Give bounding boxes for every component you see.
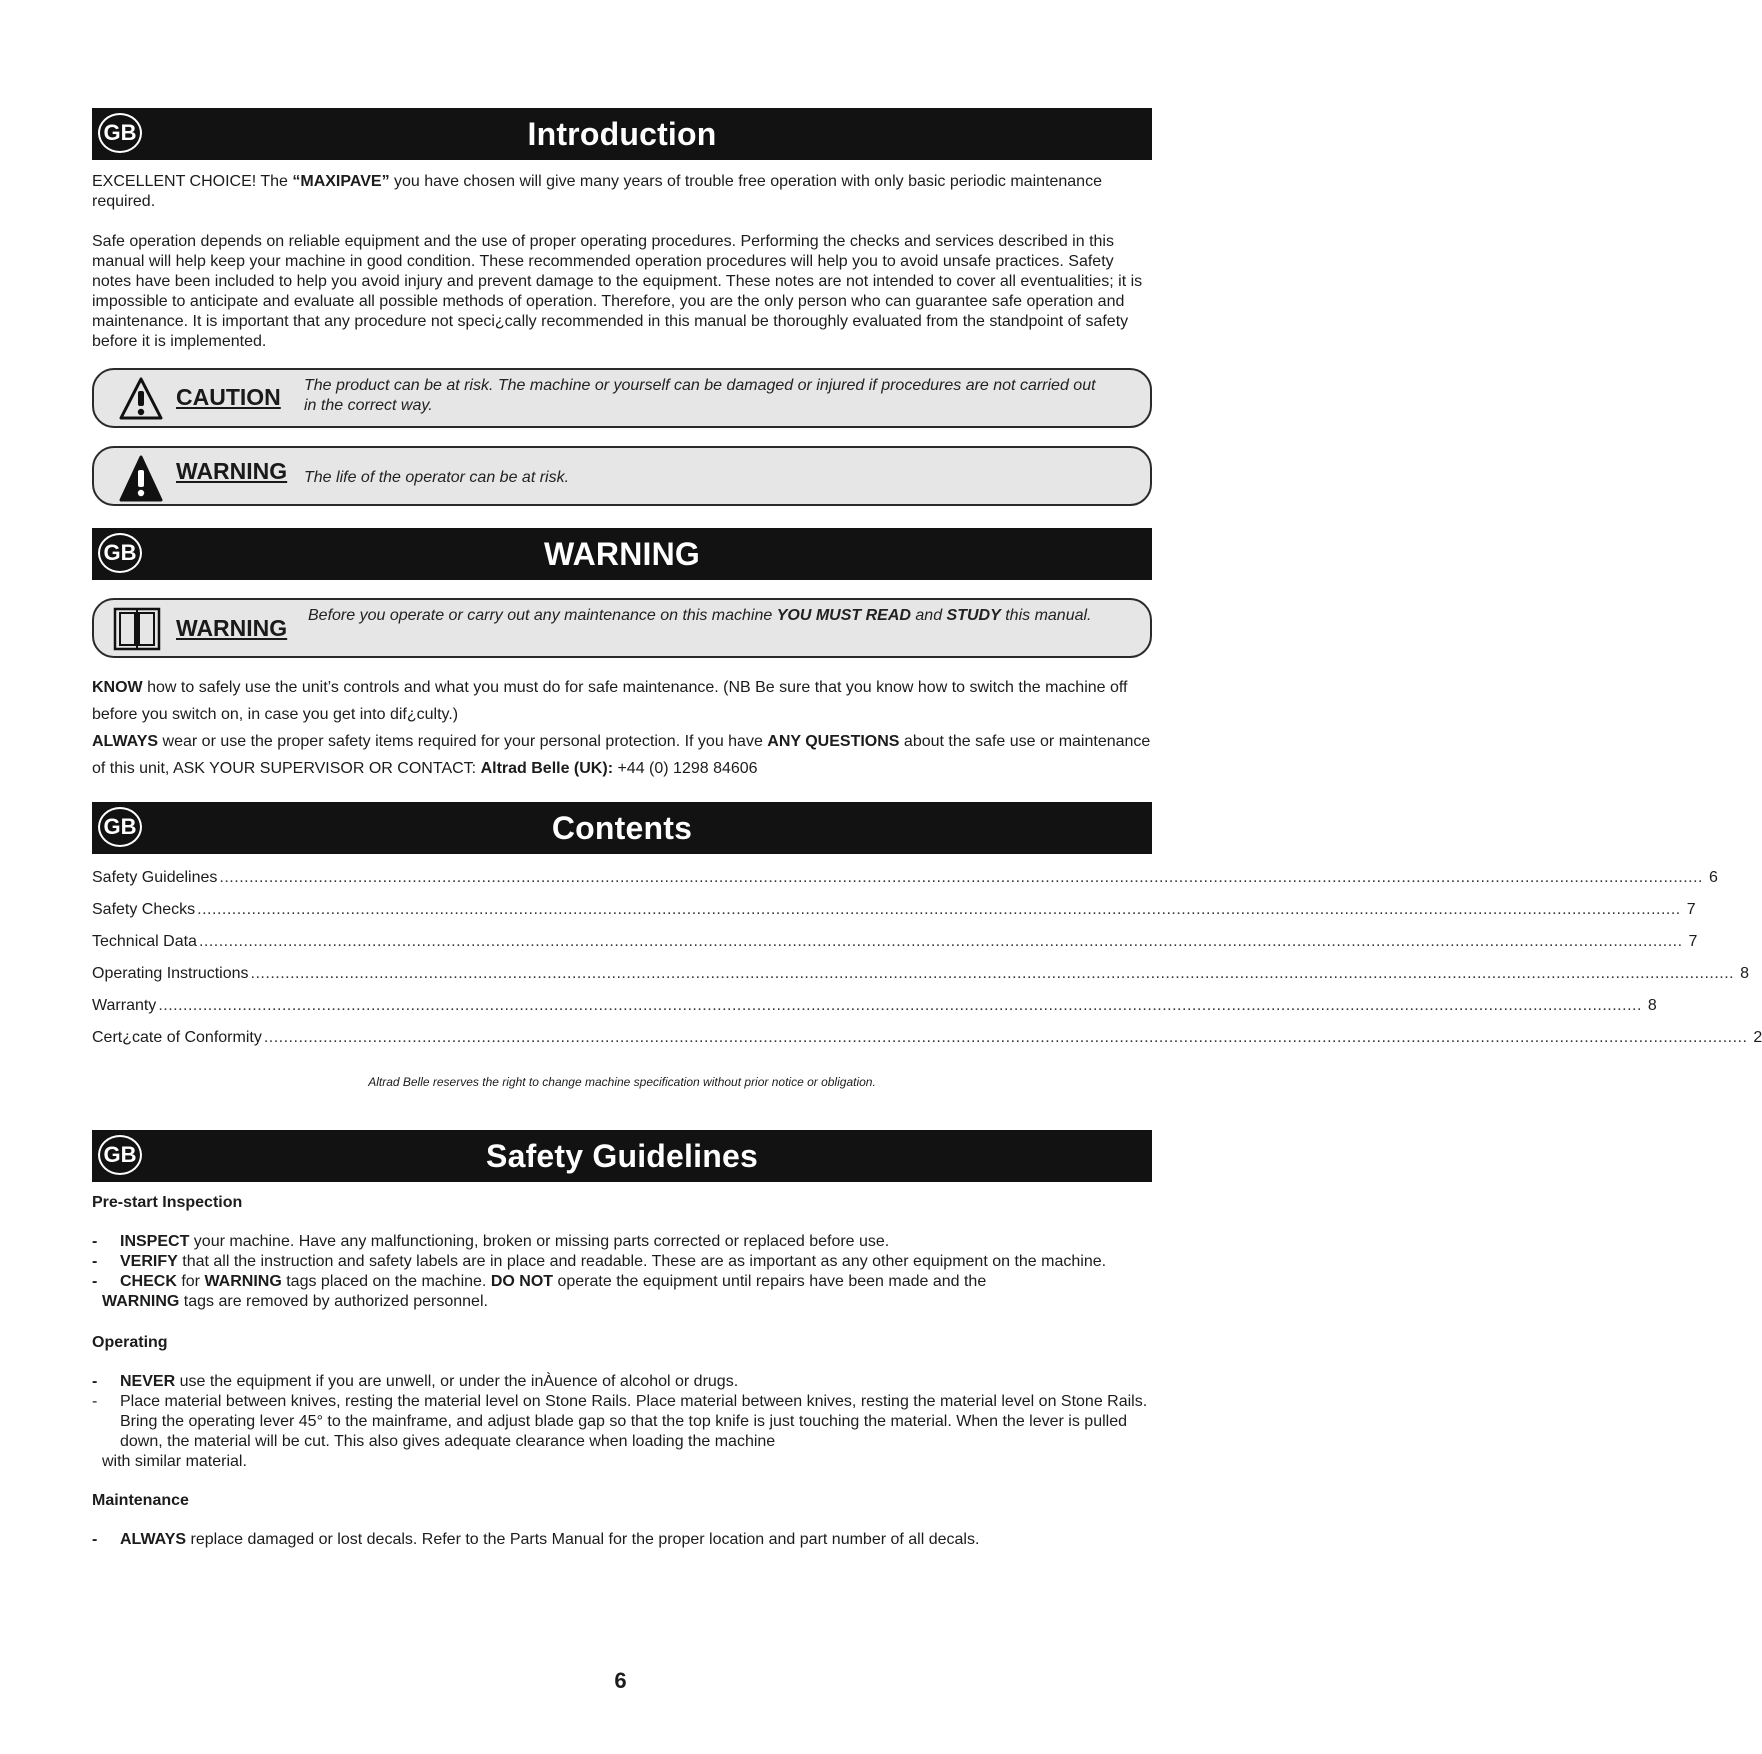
- inspect-keyword: INSPECT: [120, 1233, 190, 1250]
- contents-entry-label: Warranty: [92, 997, 157, 1014]
- warning-label: WARNING: [176, 458, 288, 484]
- bullet-dash: -: [92, 1393, 98, 1410]
- dot-leader: ............................................................................................................................................................................................................................................................................................................: [263, 1029, 1748, 1046]
- dot-leader: ............................................................................................................................................................................................................................................................................................................: [250, 965, 1735, 982]
- contents-entry-page: 6: [1709, 869, 1718, 886]
- check-text: tags placed on the machine.: [281, 1273, 491, 1290]
- must-read-emphasis: YOU MUST READ: [776, 607, 911, 624]
- contents-entry: [92, 862, 1718, 894]
- warning-title: WARNING: [543, 535, 701, 572]
- manual-page: [92, 108, 1762, 1550]
- bullet-dash: -: [92, 1373, 98, 1390]
- prestart-heading: Pre-start Inspection: [92, 1194, 243, 1211]
- check-text: tags are removed by authorized personnel.: [179, 1293, 488, 1310]
- gb-badge: GB: [98, 533, 142, 573]
- contents-entry: [92, 894, 1696, 926]
- check-text: operate the equipment until repairs have been made and the: [553, 1273, 987, 1290]
- warning-keyword: WARNING: [204, 1273, 282, 1290]
- read-manual-message: [308, 606, 1108, 626]
- know-keyword: KNOW: [92, 679, 143, 696]
- maintenance-heading: Maintenance: [92, 1492, 189, 1509]
- always-keyword: ALWAYS: [120, 1531, 187, 1548]
- warning-message: The life of the operator can be at risk.: [304, 469, 570, 486]
- decals-text: replace damaged or lost decals. Refer to the Parts Manual for the proper location and part number of all decals.: [186, 1531, 980, 1548]
- bullet-dash: -: [92, 1253, 98, 1270]
- do-not-keyword: DO NOT: [490, 1273, 554, 1290]
- message-text: Before you operate or carry out any maintenance on this machine: [308, 607, 777, 624]
- contents-title: Contents: [551, 809, 693, 846]
- contents-entry-label: Operating Instructions: [92, 965, 249, 982]
- decals-item: [92, 1530, 1152, 1550]
- always-paragraph: [92, 728, 1152, 782]
- any-questions-keyword: ANY QUESTIONS: [767, 733, 900, 750]
- contents-entry-label: Safety Guidelines: [92, 869, 218, 886]
- caution-notice: [92, 368, 1152, 428]
- message-text: and: [910, 607, 947, 624]
- bullet-dash: -: [92, 1531, 98, 1548]
- never-item: [92, 1372, 1152, 1392]
- intro-paragraph-1: [92, 172, 1152, 212]
- contents-list: [92, 862, 1762, 1054]
- contents-entry-page: 8: [1740, 965, 1750, 982]
- warning-banner: [92, 528, 1152, 580]
- verify-item: [92, 1252, 1152, 1272]
- place-material-item: [92, 1392, 1152, 1452]
- read-manual-notice: [92, 598, 1152, 658]
- contents-entry: [92, 990, 1657, 1022]
- contents-entry-label: Safety Checks: [92, 901, 196, 918]
- safety-guidelines-title: Safety Guidelines: [486, 1137, 758, 1174]
- contents-entry-page: 8: [1647, 997, 1657, 1014]
- know-paragraph: [92, 674, 1152, 728]
- dot-leader: ............................................................................................................................................................................................................................................................................................................: [197, 901, 1681, 918]
- intro-paragraph-2: Safe operation depends on reliable equipment and the use of proper operating procedures. Performing the checks and services described in this manual will help keep your machine in good condition. These recommended operation procedures will help you to avoid unsafe practices. Safety notes have been included to help you avoid injury and prevent damage to the equipment. These notes are not intended to cover all eventualities; it is impossible to anticipate and evaluate all possible methods of operation. Therefore, you are the only person who can guarantee safe operation and maintenance. It is important that any procedure not speci¿cally recommended in this manual be thoroughly evaluated from the standpoint of safety before it is implemented.: [92, 233, 1143, 350]
- warning-notice: [92, 446, 1152, 506]
- contents-entry: [92, 1022, 1762, 1054]
- dot-leader: ............................................................................................................................................................................................................................................................................................................: [219, 869, 1703, 886]
- warning-triangle-icon: [118, 454, 164, 504]
- inspect-text: your machine. Have any malfunctioning, broken or missing parts corrected or replaced before use.: [189, 1233, 890, 1250]
- caution-label: CAUTION: [176, 384, 281, 410]
- place-material-text: Place material between knives, resting the material level on Stone Rails. Place material between knives, resting the material level on Stone Rails. Bring the operating lever 45° to the mainframe, and adjust blade gap so that the top knife is just touching the material. When the lever is pulled down, the material will be cut. This also gives adequate clearance when loading the machine: [120, 1393, 1148, 1450]
- gb-badge: GB: [98, 113, 142, 153]
- contents-entry-page: 7: [1686, 901, 1696, 918]
- verify-text: that all the instruction and safety labels are in place and readable. These are as important as any other equipment on the machine.: [177, 1253, 1107, 1270]
- contents-banner: [92, 802, 1152, 854]
- product-name: “MAXIPAVE”: [292, 173, 390, 190]
- always-text: about the safe use or maintenance of this unit, ASK YOUR SUPERVISOR OR CONTACT:: [92, 733, 1151, 777]
- check-item: [92, 1272, 1152, 1292]
- introduction-title: Introduction: [527, 115, 717, 152]
- contact-company: Altrad Belle (UK):: [480, 760, 614, 777]
- contents-entry: [92, 958, 1750, 990]
- warning-keyword: WARNING: [102, 1293, 180, 1310]
- check-item-continued: [92, 1292, 1152, 1312]
- introduction-banner: [92, 108, 1152, 160]
- message-text: this manual.: [1000, 607, 1092, 624]
- caution-triangle-icon: [118, 376, 164, 422]
- verify-keyword: VERIFY: [120, 1253, 178, 1270]
- contents-entry-label: Cert¿cate of Conformity: [92, 1029, 262, 1046]
- inspect-item: [92, 1232, 1152, 1252]
- contents-entry: [92, 926, 1698, 958]
- caution-message: The product can be at risk. The machine or yourself can be damaged or injured if procedures are not carried out in the correct way.: [304, 377, 1096, 414]
- bullet-dash: -: [92, 1233, 98, 1250]
- specification-note: Altrad Belle reserves the right to change machine specification without prior notice or obligation.: [368, 1075, 876, 1089]
- open-book-icon: [112, 605, 162, 653]
- dot-leader: ............................................................................................................................................................................................................................................................................................................: [198, 933, 1683, 950]
- study-emphasis: STUDY: [946, 607, 1001, 624]
- know-text: how to safely use the unit’s controls and what you must do for safe maintenance. (NB Be sure that you know how to switch the machine off before you switch on, in case you get into dif¿culty.): [92, 679, 1128, 723]
- intro-text: EXCELLENT CHOICE! The: [92, 173, 293, 190]
- gb-badge: GB: [98, 1135, 142, 1175]
- place-material-continued: with similar material.: [102, 1453, 247, 1470]
- check-keyword: CHECK: [120, 1273, 177, 1290]
- safety-guidelines-banner: [92, 1130, 1152, 1182]
- bullet-dash: -: [92, 1273, 98, 1290]
- intro-text: you have chosen will give many years of trouble free operation with only basic periodic maintenance required.: [92, 173, 1102, 210]
- contents-entry-label: Technical Data: [92, 933, 197, 950]
- always-keyword: ALWAYS: [92, 733, 159, 750]
- warning-label: WARNING: [176, 615, 288, 641]
- never-text: use the equipment if you are unwell, or under the inÀuence of alcohol or drugs.: [175, 1373, 739, 1390]
- never-keyword: NEVER: [120, 1373, 176, 1390]
- operating-heading: Operating: [92, 1334, 168, 1351]
- check-text: for: [176, 1273, 205, 1290]
- page-number: 6: [614, 1668, 627, 1693]
- contact-phone: +44 (0) 1298 84606: [613, 760, 758, 777]
- dot-leader: ............................................................................................................................................................................................................................................................................................................: [158, 997, 1642, 1014]
- always-text: wear or use the proper safety items required for your personal protection. If you have: [158, 733, 768, 750]
- gb-badge: GB: [98, 807, 142, 847]
- contents-entry-page: 2: [1753, 1029, 1762, 1046]
- contents-entry-page: 7: [1688, 933, 1698, 950]
